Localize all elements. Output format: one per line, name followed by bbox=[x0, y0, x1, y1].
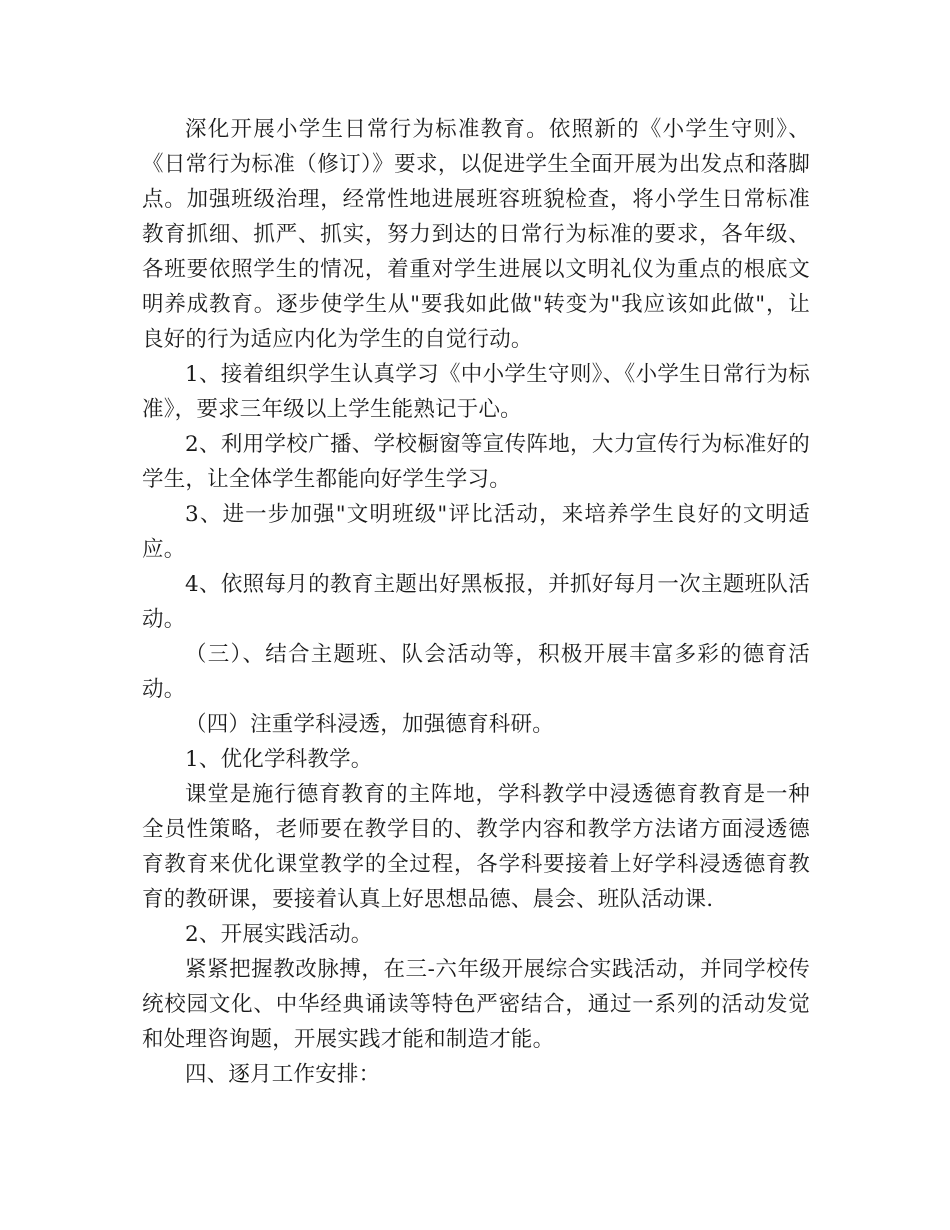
paragraph-item-4-blackboard: 4、依照每月的教育主题出好黑板报，并抓好每月一次主题班队活动。 bbox=[142, 572, 810, 632]
paragraph-subheading-practice: 2、开展实践活动。 bbox=[185, 922, 373, 947]
paragraph-classroom-teaching: 课堂是施行德育教育的主阵地，学科教学中浸透德育教育是一种全员性策略，老师要在教学目的、教学内容和教学方法诸方面浸透德育教育来优化课堂教学的全过程，各学科要接着上好学科浸透德育教育的教研课，要接着认真上好思想品德、晨会、班队活动课. bbox=[142, 782, 810, 912]
paragraph-practice-activities: 紧紧把握教改脉搏，在三-六年级开展综合实践活动，并同学校传统校园文化、中华经典诵读等特色严密结合，通过一系列的活动发觉和处理咨询题，开展实践才能和制造才能。 bbox=[142, 957, 810, 1052]
paragraph-monthly-schedule-heading: 四、逐月工作安排： bbox=[185, 1062, 381, 1087]
paragraph-item-3-civilized-class: 3、进一步加强"文明班级"评比活动，来培养学生良好的文明适应。 bbox=[142, 502, 810, 562]
paragraph-section-3-activities: （三）、结合主题班、队会活动等，积极开展丰富多彩的德育活动。 bbox=[142, 642, 810, 702]
paragraph-item-2-publicity: 2、利用学校广播、学校橱窗等宣传阵地，大力宣传行为标准好的学生，让全体学生都能向好学生学习。 bbox=[142, 432, 810, 492]
paragraph-behavior-education: 深化开展小学生日常行为标准教育。依照新的《小学生守则》、《日常行为标准（修订）》要求，以促进学生全面开展为出发点和落脚点。加强班级治理，经常性地进展班容班貌检查，将小学生日常标准教育抓细、抓严、抓实，努力到达的日常行为标准的要求，各年级、各班要依照学生的情况，着重对学生进展以文明礼仪为重点的根底文明养成教育。逐步使学生从"要我如此做"转变为"我应该如此做"，让良好的行为适应内化为学生的自觉行动。 bbox=[142, 117, 810, 352]
document-body bbox=[142, 112, 810, 1092]
paragraph-item-1-study-rules: 1、接着组织学生认真学习《中小学生守则》、《小学生日常行为标准》，要求三年级以上学生能熟记于心。 bbox=[142, 362, 810, 422]
paragraph-section-4-heading: （四）注重学科浸透，加强德育科研。 bbox=[185, 712, 554, 737]
paragraph-subheading-optimize-teaching: 1、优化学科教学。 bbox=[185, 747, 373, 772]
